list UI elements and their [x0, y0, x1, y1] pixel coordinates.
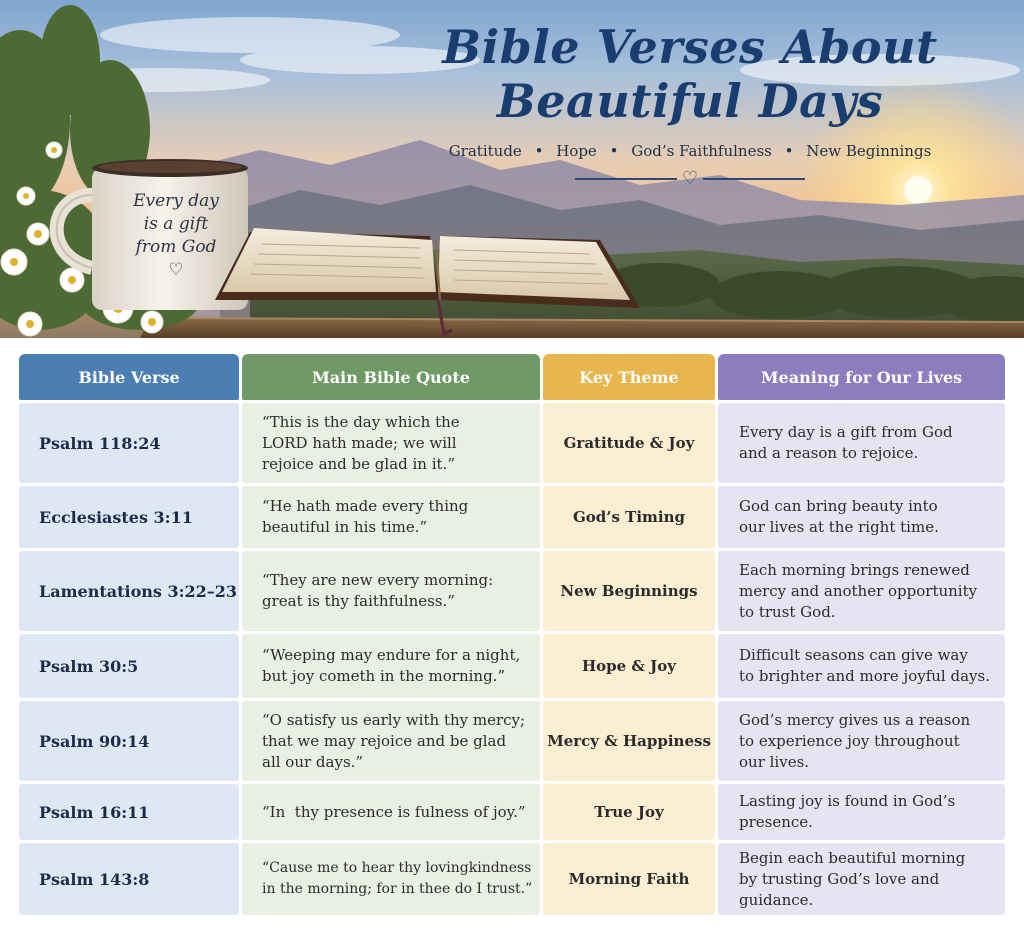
- title-block: [440, 20, 940, 188]
- mug-line: Every day: [133, 191, 219, 211]
- meaning-cell: [718, 486, 1005, 548]
- meaning-cell: [718, 843, 1005, 915]
- verse-cell: Psalm 143:8: [19, 843, 239, 915]
- quote-cell: [242, 784, 540, 840]
- quote-line: all our days.”: [262, 752, 364, 771]
- meaning-line: Begin each beautiful morning: [739, 848, 966, 867]
- table-row: [19, 551, 1005, 631]
- column-header-quote: Main Bible Quote: [242, 354, 540, 400]
- quote-line: “He hath made every thing: [262, 497, 469, 515]
- meaning-cell: [718, 634, 1005, 698]
- meaning-line: to trust God.: [739, 602, 836, 621]
- table-row: [19, 843, 1005, 915]
- table-row: [19, 701, 1005, 781]
- table-header-row: [19, 354, 1005, 400]
- verses-table: [19, 354, 1005, 918]
- verse-cell: Ecclesiastes 3:11: [19, 486, 239, 548]
- table-row: [19, 634, 1005, 698]
- meaning-line: our lives at the right time.: [739, 518, 939, 536]
- theme-item: New Beginnings: [806, 142, 932, 160]
- mug-heart-icon: ♡: [168, 260, 184, 280]
- quote-line: “Weeping may endure for a night,: [262, 646, 521, 664]
- meaning-line: mercy and another opportunity: [739, 581, 978, 600]
- theme-cell: Morning Faith: [543, 843, 715, 915]
- heart-icon: ♡: [681, 168, 699, 189]
- theme-cell: New Beginnings: [543, 551, 715, 631]
- meaning-line: guidance.: [739, 890, 814, 909]
- quote-line: great is thy faithfulness.”: [262, 592, 455, 610]
- meaning-cell: [718, 403, 1005, 483]
- meaning-line: Difficult seasons can give way: [739, 646, 968, 664]
- theme-cell: True Joy: [543, 784, 715, 840]
- table-row: [19, 784, 1005, 840]
- theme-cell: Mercy & Happiness: [543, 701, 715, 781]
- bullet-icon: •: [534, 142, 544, 160]
- meaning-line: our lives.: [739, 752, 810, 771]
- theme-cell: Gratitude & Joy: [543, 403, 715, 483]
- verse-cell: Psalm 90:14: [19, 701, 239, 781]
- quote-line: “Cause me to hear thy lovingkindness: [262, 860, 532, 876]
- divider-line: [575, 178, 677, 180]
- hero-banner: [0, 0, 1024, 338]
- quote-line: but joy cometh in the morning.”: [262, 667, 506, 685]
- bullet-icon: •: [784, 142, 794, 160]
- quote-line: “This is the day which the: [262, 412, 460, 431]
- meaning-line: Each morning brings renewed: [739, 560, 970, 579]
- quote-cell: [242, 843, 540, 915]
- verse-cell: Psalm 118:24: [19, 403, 239, 483]
- quote-cell: [242, 551, 540, 631]
- meaning-line: to experience joy throughout: [739, 731, 960, 750]
- quote-line: that we may rejoice and be glad: [262, 731, 507, 750]
- meaning-cell: [718, 701, 1005, 781]
- meaning-line: God can bring beauty into: [739, 497, 938, 515]
- meaning-line: and a reason to rejoice.: [739, 444, 919, 462]
- heart-divider: [575, 170, 805, 188]
- theme-item: Hope: [556, 142, 597, 160]
- quote-line: LORD hath made; we will: [262, 433, 457, 452]
- verse-cell: Psalm 30:5: [19, 634, 239, 698]
- table-row: [19, 403, 1005, 483]
- title-line: Bible Verses About: [442, 20, 938, 74]
- page-title: [440, 20, 940, 128]
- mug-inscription: [112, 190, 240, 282]
- column-header-meaning: Meaning for Our Lives: [718, 354, 1005, 400]
- column-header-theme: Key Theme: [543, 354, 715, 400]
- title-line: Beautiful Days: [496, 74, 884, 128]
- divider-line: [703, 178, 805, 180]
- theme-cell: Hope & Joy: [543, 634, 715, 698]
- quote-line: “In thy presence is fulness of joy.”: [262, 802, 526, 821]
- theme-item: God’s Faithfulness: [631, 142, 772, 160]
- verse-cell: Lamentations 3:22–23: [19, 551, 239, 631]
- quote-line: “O satisfy us early with thy mercy;: [262, 710, 526, 729]
- quote-cell: [242, 701, 540, 781]
- quote-line: rejoice and be glad in it.”: [262, 454, 455, 473]
- meaning-line: to brighter and more joyful days.: [739, 667, 990, 685]
- meaning-cell: [718, 784, 1005, 840]
- meaning-line: Every day is a gift from God: [739, 423, 953, 441]
- quote-cell: [242, 634, 540, 698]
- bullet-icon: •: [609, 142, 619, 160]
- quote-line: in the morning; for in thee do I trust.”: [262, 881, 533, 897]
- theme-list: [440, 142, 940, 160]
- table-row: [19, 486, 1005, 548]
- mug-line: is a gift: [143, 214, 209, 234]
- meaning-line: presence.: [739, 813, 813, 831]
- column-header-verse: Bible Verse: [19, 354, 239, 400]
- quote-cell: [242, 403, 540, 483]
- verse-cell: Psalm 16:11: [19, 784, 239, 840]
- theme-cell: God’s Timing: [543, 486, 715, 548]
- theme-item: Gratitude: [448, 142, 522, 160]
- mug-line: from God: [135, 237, 217, 257]
- quote-line: beautiful in his time.”: [262, 518, 428, 536]
- quote-line: “They are new every morning:: [262, 571, 494, 589]
- meaning-line: Lasting joy is found in God’s: [739, 792, 956, 810]
- meaning-cell: [718, 551, 1005, 631]
- quote-cell: [242, 486, 540, 548]
- meaning-line: by trusting God’s love and: [739, 869, 940, 888]
- meaning-line: God’s mercy gives us a reason: [739, 710, 971, 729]
